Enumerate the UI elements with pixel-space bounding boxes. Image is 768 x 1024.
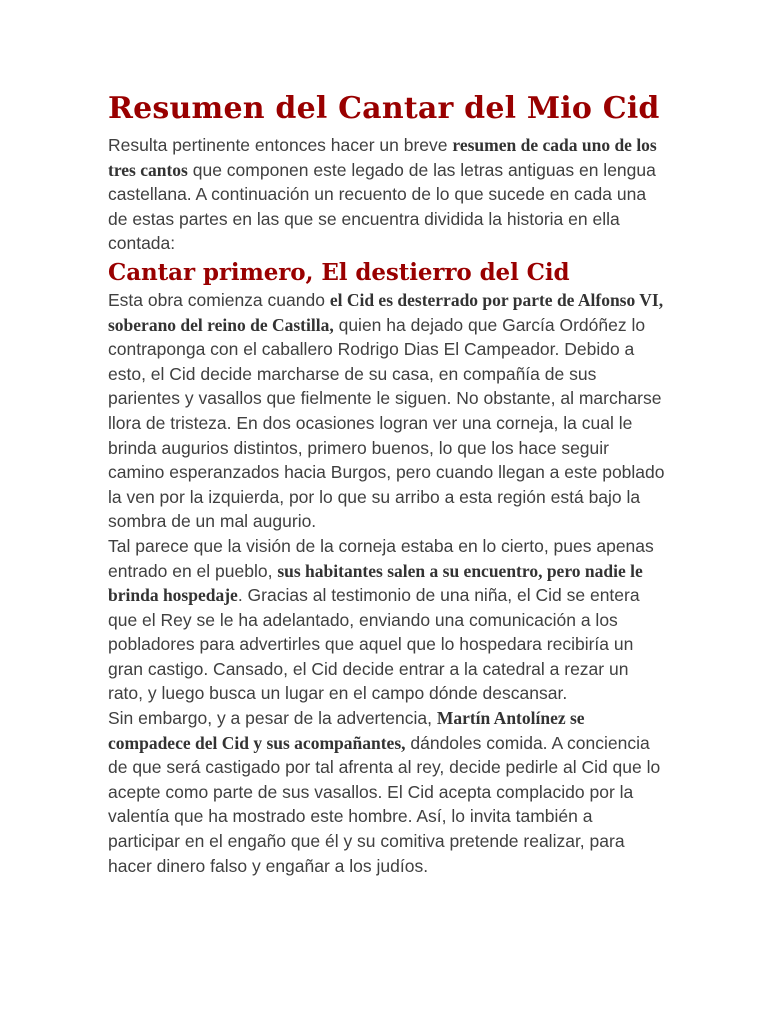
intro-paragraph [108, 133, 668, 256]
intro-bold-1: resumen de cada uno de los tres cantos [108, 135, 657, 180]
paragraph-1-text-2: quien ha dejado que García Ordóñez lo contraponga con el caballero Rodrigo Dias El Campeador. Debido a esto, el Cid decide marcharse de su casa, en compañía de sus parientes y vasallos que fielmente le siguen. No obstante, al marcharse llora de tristeza. En dos ocasiones logran ver una corneja, la cual le brinda augurios distintos, primero buenos, lo que los hace seguir camino esperanzados hacia Burgos, pero cuando llegan a este poblado la ven por la izquierda, por lo que su arribo a esta región está bajo la sombra de un mal augurio. [108, 314, 665, 532]
section-heading: Cantar primero, El destierro del Cid [108, 258, 570, 286]
paragraph-1-bold: el Cid es desterrado por parte de Alfonso VI, soberano del reino de Castilla, [108, 289, 664, 335]
paragraph-2-bold: sus habitantes salen a su encuentro, pero nadie le brinda hospedaje [108, 560, 643, 606]
document-page [108, 90, 668, 878]
paragraph-2-text-1: Tal parece que la visión de la corneja estaba en lo cierto, pues apenas entrado en el pueblo, [108, 535, 654, 581]
paragraph-1 [108, 288, 668, 534]
paragraph-3-text-1: Sin embargo, y a pesar de la advertencia, [108, 708, 437, 729]
intro-text-2: que componen este legado de las letras antiguas en lengua castellana. A continuación un recuento de lo que sucede en cada una de estas partes en las que se encuentra dividida la historia en ella contada: [108, 159, 656, 254]
paragraph-2-text-2: . Gracias al testimonio de una niña, el Cid se entera que el Rey se le ha adelantado, enviando una comunicación a los pobladores para advertirles que aquel que lo hospedara recibiría un gran castigo. Cansado, el Cid decide entrar a la catedral a rezar un rato, y luego busca un lugar en el campo dónde descansar. [108, 585, 640, 704]
paragraph-2 [108, 534, 668, 706]
paragraph-3 [108, 706, 668, 878]
document-title: Resumen del Cantar del Mio Cid [108, 91, 660, 126]
intro-text-1: Resulta pertinente entonces hacer un breve [108, 135, 453, 155]
paragraph-1-text-1: Esta obra comienza cuando [108, 289, 330, 310]
paragraph-3-text-2: dándoles comida. A conciencia de que será castigado por tal afrenta al rey, decide pedirle al Cid que lo acepte como parte de sus vasallos. El Cid acepta complacido por la valentía que ha mostrado este hombre. Así, lo invita también a participar en el engaño que él y su comitiva pretende realizar, para hacer dinero falso y engañar a los judíos. [108, 732, 661, 876]
paragraph-3-bold: Martín Antolínez se compadece del Cid y sus acompañantes, [108, 708, 585, 753]
